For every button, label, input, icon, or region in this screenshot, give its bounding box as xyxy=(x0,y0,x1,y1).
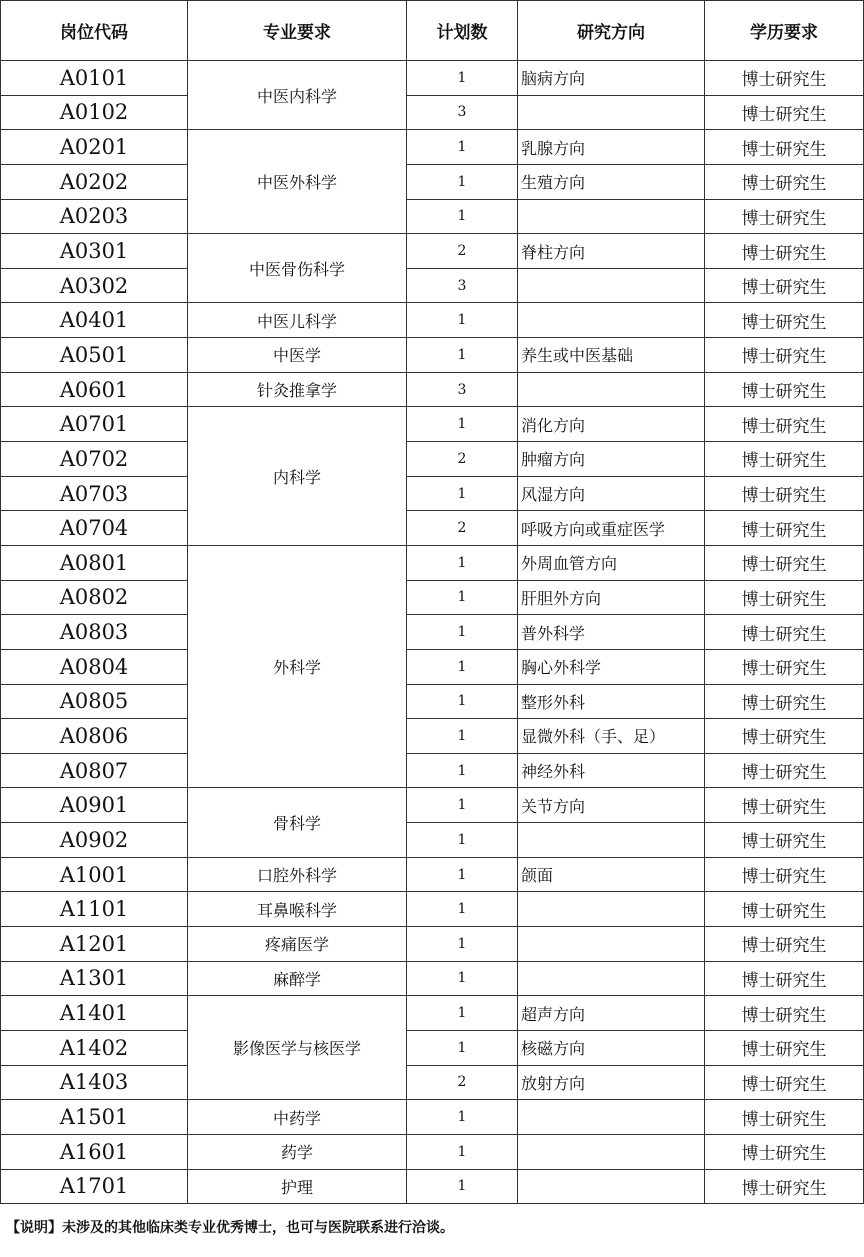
table-row xyxy=(1,719,864,754)
position-code-cell: A0801 xyxy=(1,545,188,580)
major-requirement-cell: 口腔外科学 xyxy=(188,857,407,892)
education-requirement-cell: 博士研究生 xyxy=(705,719,864,754)
position-code-cell: A0202 xyxy=(1,164,188,199)
position-code-cell: A1601 xyxy=(1,1134,188,1169)
table-row xyxy=(1,476,864,511)
research-direction-cell xyxy=(518,823,705,858)
research-direction-cell: 整形外科 xyxy=(518,684,705,719)
plan-count-cell: 3 xyxy=(407,372,518,407)
major-requirement-cell: 中医儿科学 xyxy=(188,303,407,338)
research-direction-cell: 显微外科（手、足） xyxy=(518,719,705,754)
table-row xyxy=(1,996,864,1031)
education-requirement-cell: 博士研究生 xyxy=(705,164,864,199)
table-row xyxy=(1,753,864,788)
plan-count-cell: 3 xyxy=(407,268,518,303)
plan-count-cell: 1 xyxy=(407,407,518,442)
position-code-cell: A1001 xyxy=(1,857,188,892)
plan-count-cell: 1 xyxy=(407,823,518,858)
table-row xyxy=(1,442,864,477)
research-direction-cell xyxy=(518,268,705,303)
major-requirement-cell: 内科学 xyxy=(188,407,407,546)
position-code-cell: A1701 xyxy=(1,1169,188,1204)
research-direction-cell xyxy=(518,961,705,996)
table-row xyxy=(1,1030,864,1065)
research-direction-cell: 生殖方向 xyxy=(518,164,705,199)
education-requirement-cell: 博士研究生 xyxy=(705,407,864,442)
plan-count-cell: 1 xyxy=(407,580,518,615)
table-row xyxy=(1,1065,864,1100)
position-code-cell: A0702 xyxy=(1,442,188,477)
major-requirement-cell: 影像医学与核医学 xyxy=(188,996,407,1100)
position-code-cell: A0806 xyxy=(1,719,188,754)
position-code-cell: A0804 xyxy=(1,649,188,684)
table-body xyxy=(1,61,864,1204)
position-code-cell: A1401 xyxy=(1,996,188,1031)
research-direction-cell: 超声方向 xyxy=(518,996,705,1031)
education-requirement-cell: 博士研究生 xyxy=(705,303,864,338)
position-code-cell: A0501 xyxy=(1,338,188,373)
education-requirement-cell: 博士研究生 xyxy=(705,1134,864,1169)
plan-count-cell: 1 xyxy=(407,338,518,373)
plan-count-cell: 1 xyxy=(407,649,518,684)
research-direction-cell: 神经外科 xyxy=(518,753,705,788)
plan-count-cell: 1 xyxy=(407,1100,518,1135)
plan-count-cell: 3 xyxy=(407,95,518,130)
plan-count-cell: 1 xyxy=(407,996,518,1031)
table-row xyxy=(1,788,864,823)
major-requirement-cell: 中医外科学 xyxy=(188,130,407,234)
research-direction-cell: 脑病方向 xyxy=(518,61,705,96)
table-row xyxy=(1,927,864,962)
major-requirement-cell: 药学 xyxy=(188,1134,407,1169)
research-direction-cell: 肝胆外方向 xyxy=(518,580,705,615)
research-direction-cell xyxy=(518,1134,705,1169)
research-direction-cell: 普外科学 xyxy=(518,615,705,650)
position-code-cell: A0807 xyxy=(1,753,188,788)
major-requirement-cell: 耳鼻喉科学 xyxy=(188,892,407,927)
major-requirement-cell: 中医学 xyxy=(188,338,407,373)
plan-count-cell: 1 xyxy=(407,927,518,962)
plan-count-cell: 1 xyxy=(407,1134,518,1169)
table-row xyxy=(1,1169,864,1204)
education-requirement-cell: 博士研究生 xyxy=(705,580,864,615)
plan-count-cell: 1 xyxy=(407,961,518,996)
education-requirement-cell: 博士研究生 xyxy=(705,684,864,719)
education-requirement-cell: 博士研究生 xyxy=(705,234,864,269)
research-direction-cell: 外周血管方向 xyxy=(518,545,705,580)
table-row xyxy=(1,372,864,407)
position-code-cell: A1402 xyxy=(1,1030,188,1065)
research-direction-cell: 呼吸方向或重症医学 xyxy=(518,511,705,546)
table-row xyxy=(1,199,864,234)
education-requirement-cell: 博士研究生 xyxy=(705,961,864,996)
education-requirement-cell: 博士研究生 xyxy=(705,996,864,1031)
table-row xyxy=(1,130,864,165)
position-code-cell: A0704 xyxy=(1,511,188,546)
table-row xyxy=(1,234,864,269)
plan-count-cell: 1 xyxy=(407,753,518,788)
table-row xyxy=(1,1100,864,1135)
research-direction-cell: 肿瘤方向 xyxy=(518,442,705,477)
education-requirement-cell: 博士研究生 xyxy=(705,1030,864,1065)
plan-count-cell: 1 xyxy=(407,788,518,823)
table-row xyxy=(1,892,864,927)
header-research-direction: 研究方向 xyxy=(518,1,705,61)
table-row xyxy=(1,823,864,858)
plan-count-cell: 1 xyxy=(407,684,518,719)
major-requirement-cell: 护理 xyxy=(188,1169,407,1204)
header-major-requirement: 专业要求 xyxy=(188,1,407,61)
research-direction-cell xyxy=(518,95,705,130)
major-requirement-cell: 中药学 xyxy=(188,1100,407,1135)
plan-count-cell: 2 xyxy=(407,234,518,269)
table-row xyxy=(1,338,864,373)
table-row xyxy=(1,164,864,199)
education-requirement-cell: 博士研究生 xyxy=(705,753,864,788)
research-direction-cell xyxy=(518,892,705,927)
research-direction-cell: 颌面 xyxy=(518,857,705,892)
education-requirement-cell: 博士研究生 xyxy=(705,927,864,962)
table-row xyxy=(1,615,864,650)
position-code-cell: A0101 xyxy=(1,61,188,96)
research-direction-cell xyxy=(518,927,705,962)
research-direction-cell: 胸心外科学 xyxy=(518,649,705,684)
research-direction-cell: 养生或中医基础 xyxy=(518,338,705,373)
position-code-cell: A0102 xyxy=(1,95,188,130)
plan-count-cell: 1 xyxy=(407,476,518,511)
table-row xyxy=(1,857,864,892)
education-requirement-cell: 博士研究生 xyxy=(705,788,864,823)
table-row xyxy=(1,407,864,442)
education-requirement-cell: 博士研究生 xyxy=(705,130,864,165)
plan-count-cell: 2 xyxy=(407,1065,518,1100)
table-row xyxy=(1,961,864,996)
position-code-cell: A0302 xyxy=(1,268,188,303)
research-direction-cell xyxy=(518,1100,705,1135)
major-requirement-cell: 针灸推拿学 xyxy=(188,372,407,407)
major-requirement-cell: 骨科学 xyxy=(188,788,407,857)
education-requirement-cell: 博士研究生 xyxy=(705,892,864,927)
education-requirement-cell: 博士研究生 xyxy=(705,61,864,96)
plan-count-cell: 1 xyxy=(407,545,518,580)
education-requirement-cell: 博士研究生 xyxy=(705,1100,864,1135)
plan-count-cell: 1 xyxy=(407,61,518,96)
research-direction-cell: 风湿方向 xyxy=(518,476,705,511)
table-row xyxy=(1,511,864,546)
position-code-cell: A0803 xyxy=(1,615,188,650)
position-code-cell: A0203 xyxy=(1,199,188,234)
position-code-cell: A1501 xyxy=(1,1100,188,1135)
research-direction-cell: 放射方向 xyxy=(518,1065,705,1100)
education-requirement-cell: 博士研究生 xyxy=(705,615,864,650)
header-education-requirement: 学历要求 xyxy=(705,1,864,61)
education-requirement-cell: 博士研究生 xyxy=(705,476,864,511)
position-code-cell: A0701 xyxy=(1,407,188,442)
header-position-code: 岗位代码 xyxy=(1,1,188,61)
education-requirement-cell: 博士研究生 xyxy=(705,649,864,684)
footnote: 【说明】未涉及的其他临床类专业优秀博士，也可与医院联系进行洽谈。 xyxy=(6,1220,454,1236)
table-row xyxy=(1,545,864,580)
research-direction-cell: 乳腺方向 xyxy=(518,130,705,165)
education-requirement-cell: 博士研究生 xyxy=(705,372,864,407)
major-requirement-cell: 外科学 xyxy=(188,545,407,787)
education-requirement-cell: 博士研究生 xyxy=(705,545,864,580)
position-code-cell: A0802 xyxy=(1,580,188,615)
research-direction-cell xyxy=(518,199,705,234)
position-code-cell: A1403 xyxy=(1,1065,188,1100)
education-requirement-cell: 博士研究生 xyxy=(705,338,864,373)
education-requirement-cell: 博士研究生 xyxy=(705,199,864,234)
position-code-cell: A1201 xyxy=(1,927,188,962)
table-row xyxy=(1,268,864,303)
position-code-cell: A1101 xyxy=(1,892,188,927)
position-code-cell: A0301 xyxy=(1,234,188,269)
plan-count-cell: 1 xyxy=(407,199,518,234)
education-requirement-cell: 博士研究生 xyxy=(705,511,864,546)
plan-count-cell: 1 xyxy=(407,164,518,199)
research-direction-cell: 关节方向 xyxy=(518,788,705,823)
research-direction-cell: 核磁方向 xyxy=(518,1030,705,1065)
education-requirement-cell: 博士研究生 xyxy=(705,857,864,892)
plan-count-cell: 1 xyxy=(407,719,518,754)
research-direction-cell: 脊柱方向 xyxy=(518,234,705,269)
education-requirement-cell: 博士研究生 xyxy=(705,1065,864,1100)
table-row xyxy=(1,303,864,338)
plan-count-cell: 1 xyxy=(407,892,518,927)
research-direction-cell xyxy=(518,372,705,407)
table-row xyxy=(1,649,864,684)
major-requirement-cell: 中医骨伤科学 xyxy=(188,234,407,303)
table-row xyxy=(1,684,864,719)
education-requirement-cell: 博士研究生 xyxy=(705,268,864,303)
header-plan-count: 计划数 xyxy=(407,1,518,61)
plan-count-cell: 1 xyxy=(407,130,518,165)
plan-count-cell: 2 xyxy=(407,442,518,477)
education-requirement-cell: 博士研究生 xyxy=(705,1169,864,1204)
plan-count-cell: 2 xyxy=(407,511,518,546)
research-direction-cell: 消化方向 xyxy=(518,407,705,442)
position-code-cell: A0902 xyxy=(1,823,188,858)
table-row xyxy=(1,95,864,130)
table-row xyxy=(1,1134,864,1169)
header-row xyxy=(1,1,864,61)
table-row xyxy=(1,580,864,615)
major-requirement-cell: 疼痛医学 xyxy=(188,927,407,962)
plan-count-cell: 1 xyxy=(407,615,518,650)
research-direction-cell xyxy=(518,303,705,338)
education-requirement-cell: 博士研究生 xyxy=(705,823,864,858)
table-row xyxy=(1,61,864,96)
position-code-cell: A0805 xyxy=(1,684,188,719)
major-requirement-cell: 中医内科学 xyxy=(188,61,407,130)
position-code-cell: A1301 xyxy=(1,961,188,996)
education-requirement-cell: 博士研究生 xyxy=(705,95,864,130)
plan-count-cell: 1 xyxy=(407,1169,518,1204)
plan-count-cell: 1 xyxy=(407,303,518,338)
research-direction-cell xyxy=(518,1169,705,1204)
plan-count-cell: 1 xyxy=(407,1030,518,1065)
major-requirement-cell: 麻醉学 xyxy=(188,961,407,996)
plan-count-cell: 1 xyxy=(407,857,518,892)
position-code-cell: A0401 xyxy=(1,303,188,338)
education-requirement-cell: 博士研究生 xyxy=(705,442,864,477)
position-code-cell: A0901 xyxy=(1,788,188,823)
position-code-cell: A0601 xyxy=(1,372,188,407)
position-code-cell: A0703 xyxy=(1,476,188,511)
position-code-cell: A0201 xyxy=(1,130,188,165)
